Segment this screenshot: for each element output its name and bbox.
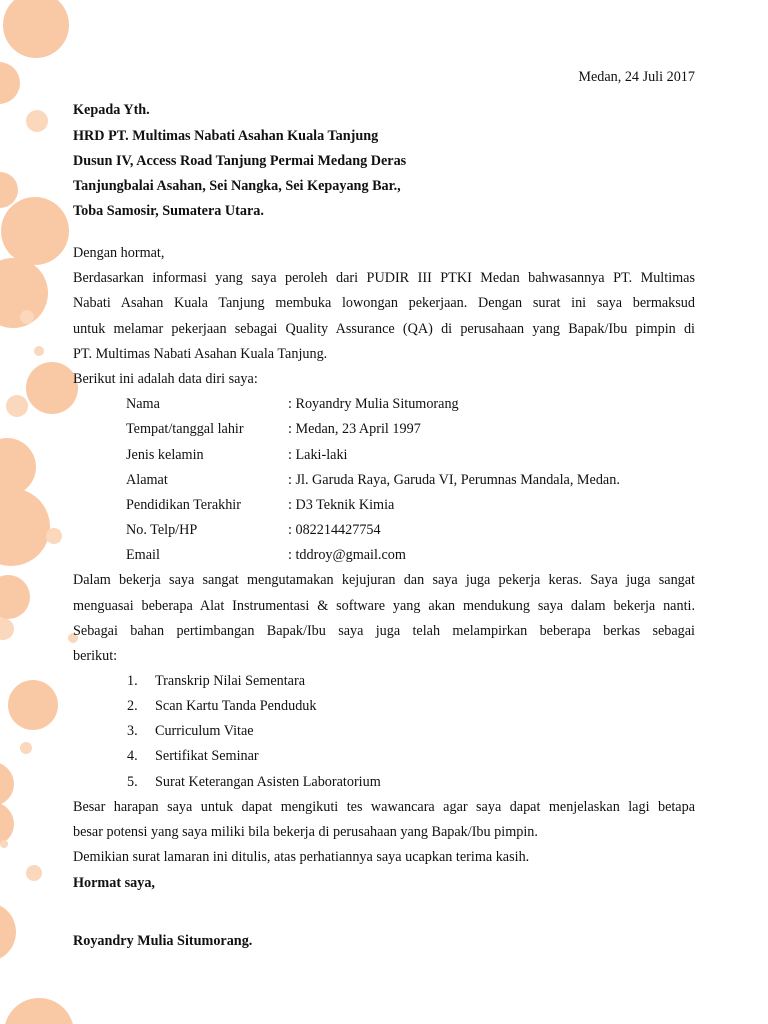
decor-circle xyxy=(0,618,14,640)
paragraph-line: menguasai beberapa Alat Instrumentasi & software yang akan mendukung saya dalam bekerja nanti. xyxy=(73,598,695,614)
closing-line: Demikian surat lamaran ini ditulis, atas perhatiannya saya ucapkan terima kasih. xyxy=(73,849,530,865)
list-number: 2. xyxy=(127,698,138,714)
decor-circle xyxy=(34,346,44,356)
list-text: Transkrip Nilai Sementara xyxy=(155,673,305,689)
personal-label: Nama xyxy=(126,396,160,412)
paragraph-line: Nabati Asahan Kuala Tanjung membuka lowongan pekerjaan. Dengan surat ini saya bermaksud xyxy=(73,295,695,311)
paragraph-line: untuk melamar pekerjaan sebagai Quality Assurance (QA) di perusahaan yang Bapak/Ibu pimpin di xyxy=(73,321,695,337)
personal-value: : Jl. Garuda Raya, Garuda VI, Perumnas Mandala, Medan. xyxy=(288,472,620,488)
decor-circle xyxy=(46,528,62,544)
sign-off: Hormat saya, xyxy=(73,875,155,891)
recipient-line: HRD PT. Multimas Nabati Asahan Kuala Tanjung xyxy=(73,128,379,144)
paragraph-line: Besar harapan saya untuk dapat mengikuti tes wawancara agar saya dapat menjelaskan lagi betapa xyxy=(73,799,695,815)
personal-value: : Royandry Mulia Situmorang xyxy=(288,396,459,412)
list-number: 5. xyxy=(127,774,138,790)
personal-value: : 082214427754 xyxy=(288,522,381,538)
decor-circle xyxy=(26,110,48,132)
list-text: Sertifikat Seminar xyxy=(155,748,259,764)
decor-circle xyxy=(4,998,74,1024)
decor-circle xyxy=(26,362,78,414)
decor-circle xyxy=(6,395,28,417)
personal-label: Alamat xyxy=(126,472,168,488)
personal-value: : Laki-laki xyxy=(288,447,348,463)
signature-name: Royandry Mulia Situmorang. xyxy=(73,933,253,949)
paragraph-line: Dalam bekerja saya sangat mengutamakan kejujuran dan saya juga pekerja keras. Saya juga sangat xyxy=(73,572,695,588)
greeting: Dengan hormat, xyxy=(73,245,165,261)
list-number: 3. xyxy=(127,723,138,739)
decor-circle xyxy=(26,865,42,881)
letter-date: Medan, 24 Juli 2017 xyxy=(578,69,695,85)
recipient-line: Dusun IV, Access Road Tanjung Permai Medang Deras xyxy=(73,153,407,169)
personal-value: : D3 Teknik Kimia xyxy=(288,497,395,513)
decor-circle xyxy=(0,902,16,962)
list-text: Scan Kartu Tanda Penduduk xyxy=(155,698,317,714)
paragraph-line: berikut: xyxy=(73,648,118,664)
decor-circle xyxy=(20,742,32,754)
decor-circle xyxy=(0,762,14,806)
email-value: : tddroy@gmail.com xyxy=(288,547,406,563)
personal-label: Jenis kelamin xyxy=(126,447,204,463)
decor-circle xyxy=(3,0,69,58)
list-text: Surat Keterangan Asisten Laboratorium xyxy=(155,774,381,790)
personal-label: No. Telp/HP xyxy=(126,522,198,538)
paragraph-line: Berdasarkan informasi yang saya peroleh dari PUDIR III PTKI Medan bahwasannya PT. Multimas xyxy=(73,270,695,286)
recipient-line: Toba Samosir, Sumatera Utara. xyxy=(73,203,264,219)
decor-circle xyxy=(1,197,69,265)
recipient-line: Kepada Yth. xyxy=(73,102,150,118)
personal-value: : Medan, 23 April 1997 xyxy=(288,421,421,437)
decor-circle xyxy=(0,575,30,619)
decor-circle xyxy=(20,310,34,324)
paragraph-line: Sebagai bahan pertimbangan Bapak/Ibu saya juga telah melampirkan beberapa berkas sebagai xyxy=(73,623,695,639)
personal-label: Tempat/tanggal lahir xyxy=(126,421,244,437)
paragraph-line: PT. Multimas Nabati Asahan Kuala Tanjung. xyxy=(73,346,328,362)
data-intro: Berikut ini adalah data diri saya: xyxy=(73,371,258,387)
recipient-line: Tanjungbalai Asahan, Sei Nangka, Sei Kepayang Bar., xyxy=(73,178,401,194)
decor-circle xyxy=(0,840,8,848)
decor-circle xyxy=(8,680,58,730)
decor-circle xyxy=(0,488,50,566)
list-text: Curriculum Vitae xyxy=(155,723,254,739)
paragraph-line: besar potensi yang saya miliki bila bekerja di perusahaan yang Bapak/Ibu pimpin. xyxy=(73,824,538,840)
list-number: 1. xyxy=(127,673,138,689)
personal-label: Pendidikan Terakhir xyxy=(126,497,241,513)
decor-circle xyxy=(0,62,20,104)
list-number: 4. xyxy=(127,748,138,764)
personal-label: Email xyxy=(126,547,160,563)
